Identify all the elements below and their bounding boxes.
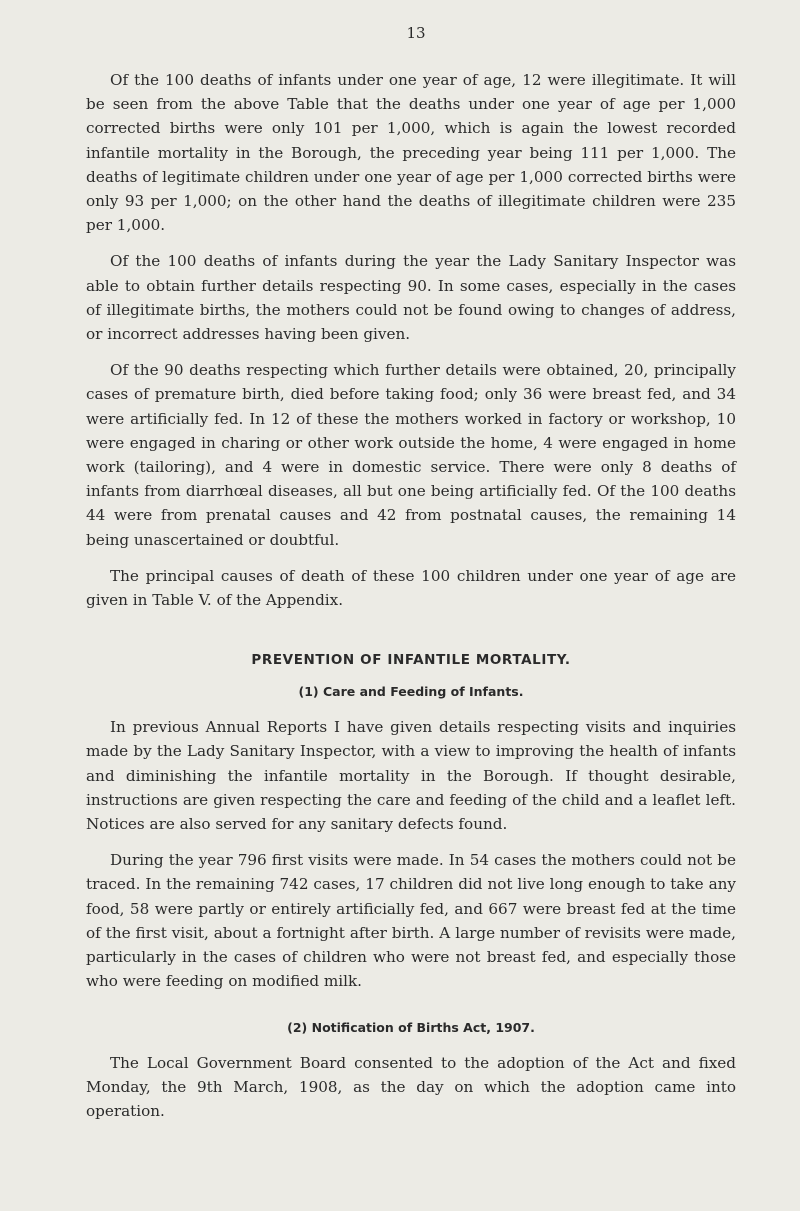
subsection-heading-care-feeding: (1) Care and Feeding of Infants. bbox=[298, 684, 524, 700]
paragraph-first-visits: During the year 796 first visits were made. In 54 cases the mothers could not be traced. In the remaining 742 cases, 17 children did not live long enough to take any food, 58 were partly or entirely artificially fed, and 667 were breast fed at the time of the first visit, about a fortnight after birth. A large number of revisits were made, particularly in the cases of children who were not breast fed, and especially those who were feeding on modified milk. bbox=[86, 851, 736, 991]
paragraph-act-adoption: The Local Government Board consented to the adoption of the Act and fixed Monday, the 9th March, 1908, as the day on which the adoption came into operation. bbox=[86, 1053, 736, 1120]
subsection-heading-notification-act: (2) Notification of Births Act, 1907. bbox=[287, 1019, 535, 1035]
paragraph-inspector-details: Of the 100 deaths of infants during the year the Lady Sanitary Inspector was able to obtain further details respecting 90. In some cases, especially in the cases of illegitimate births, the mothers could not be found owing to changes of address, or incorrect addresses having been given. bbox=[86, 252, 736, 344]
paragraph-previous-reports: In previous Annual Reports I have given details respecting visits and inquiries made by the Lady Sanitary Inspector, with a view to improving the health of infants and diminishing the infantile mortality in the Borough. If thought desirable, instructions are given respecting the care and feeding of the child and a leaflet left. Notices are also served for any sanitary defects found. bbox=[86, 718, 736, 834]
page-number: 13 bbox=[406, 24, 426, 42]
paragraph-causes-reference: The principal causes of death of these 100 children under one year of age are given in Table V. of the Appendix. bbox=[86, 566, 736, 610]
paragraph-illegitimate-deaths: Of the 100 deaths of infants under one year of age, 12 were illegitimate. It will be seen from the above Table that the deaths under one year of age per 1,000 corrected births were only 101 per 1,000, which is again the lowest recorded infantile mortality in the Borough, the preceding year being 111 per 1,000. The deaths of legitimate children under one year of age per 1,000 corrected births were only 93 per 1,000; on the other hand the deaths of illegitimate children were 235 per 1,000. bbox=[86, 71, 736, 235]
paragraph-feeding-details: Of the 90 deaths respecting which further details were obtained, 20, principally cases of premature birth, died before taking food; only 36 were breast fed, and 34 were artificially fed. In 12 of these the mothers worked in factory or workshop, 10 were engaged in charing or other work outside the home, 4 were engaged in home work (tailoring), and 4 were in domestic service. There were only 8 deaths of infants from diarrhœal diseases, all but one being artificially fed. Of the 100 deaths 44 were from prenatal causes and 42 from postnatal causes, the remaining 14 being unascertained or doubtful. bbox=[86, 361, 736, 549]
section-heading: PREVENTION OF INFANTILE MORTALITY. bbox=[251, 652, 571, 669]
